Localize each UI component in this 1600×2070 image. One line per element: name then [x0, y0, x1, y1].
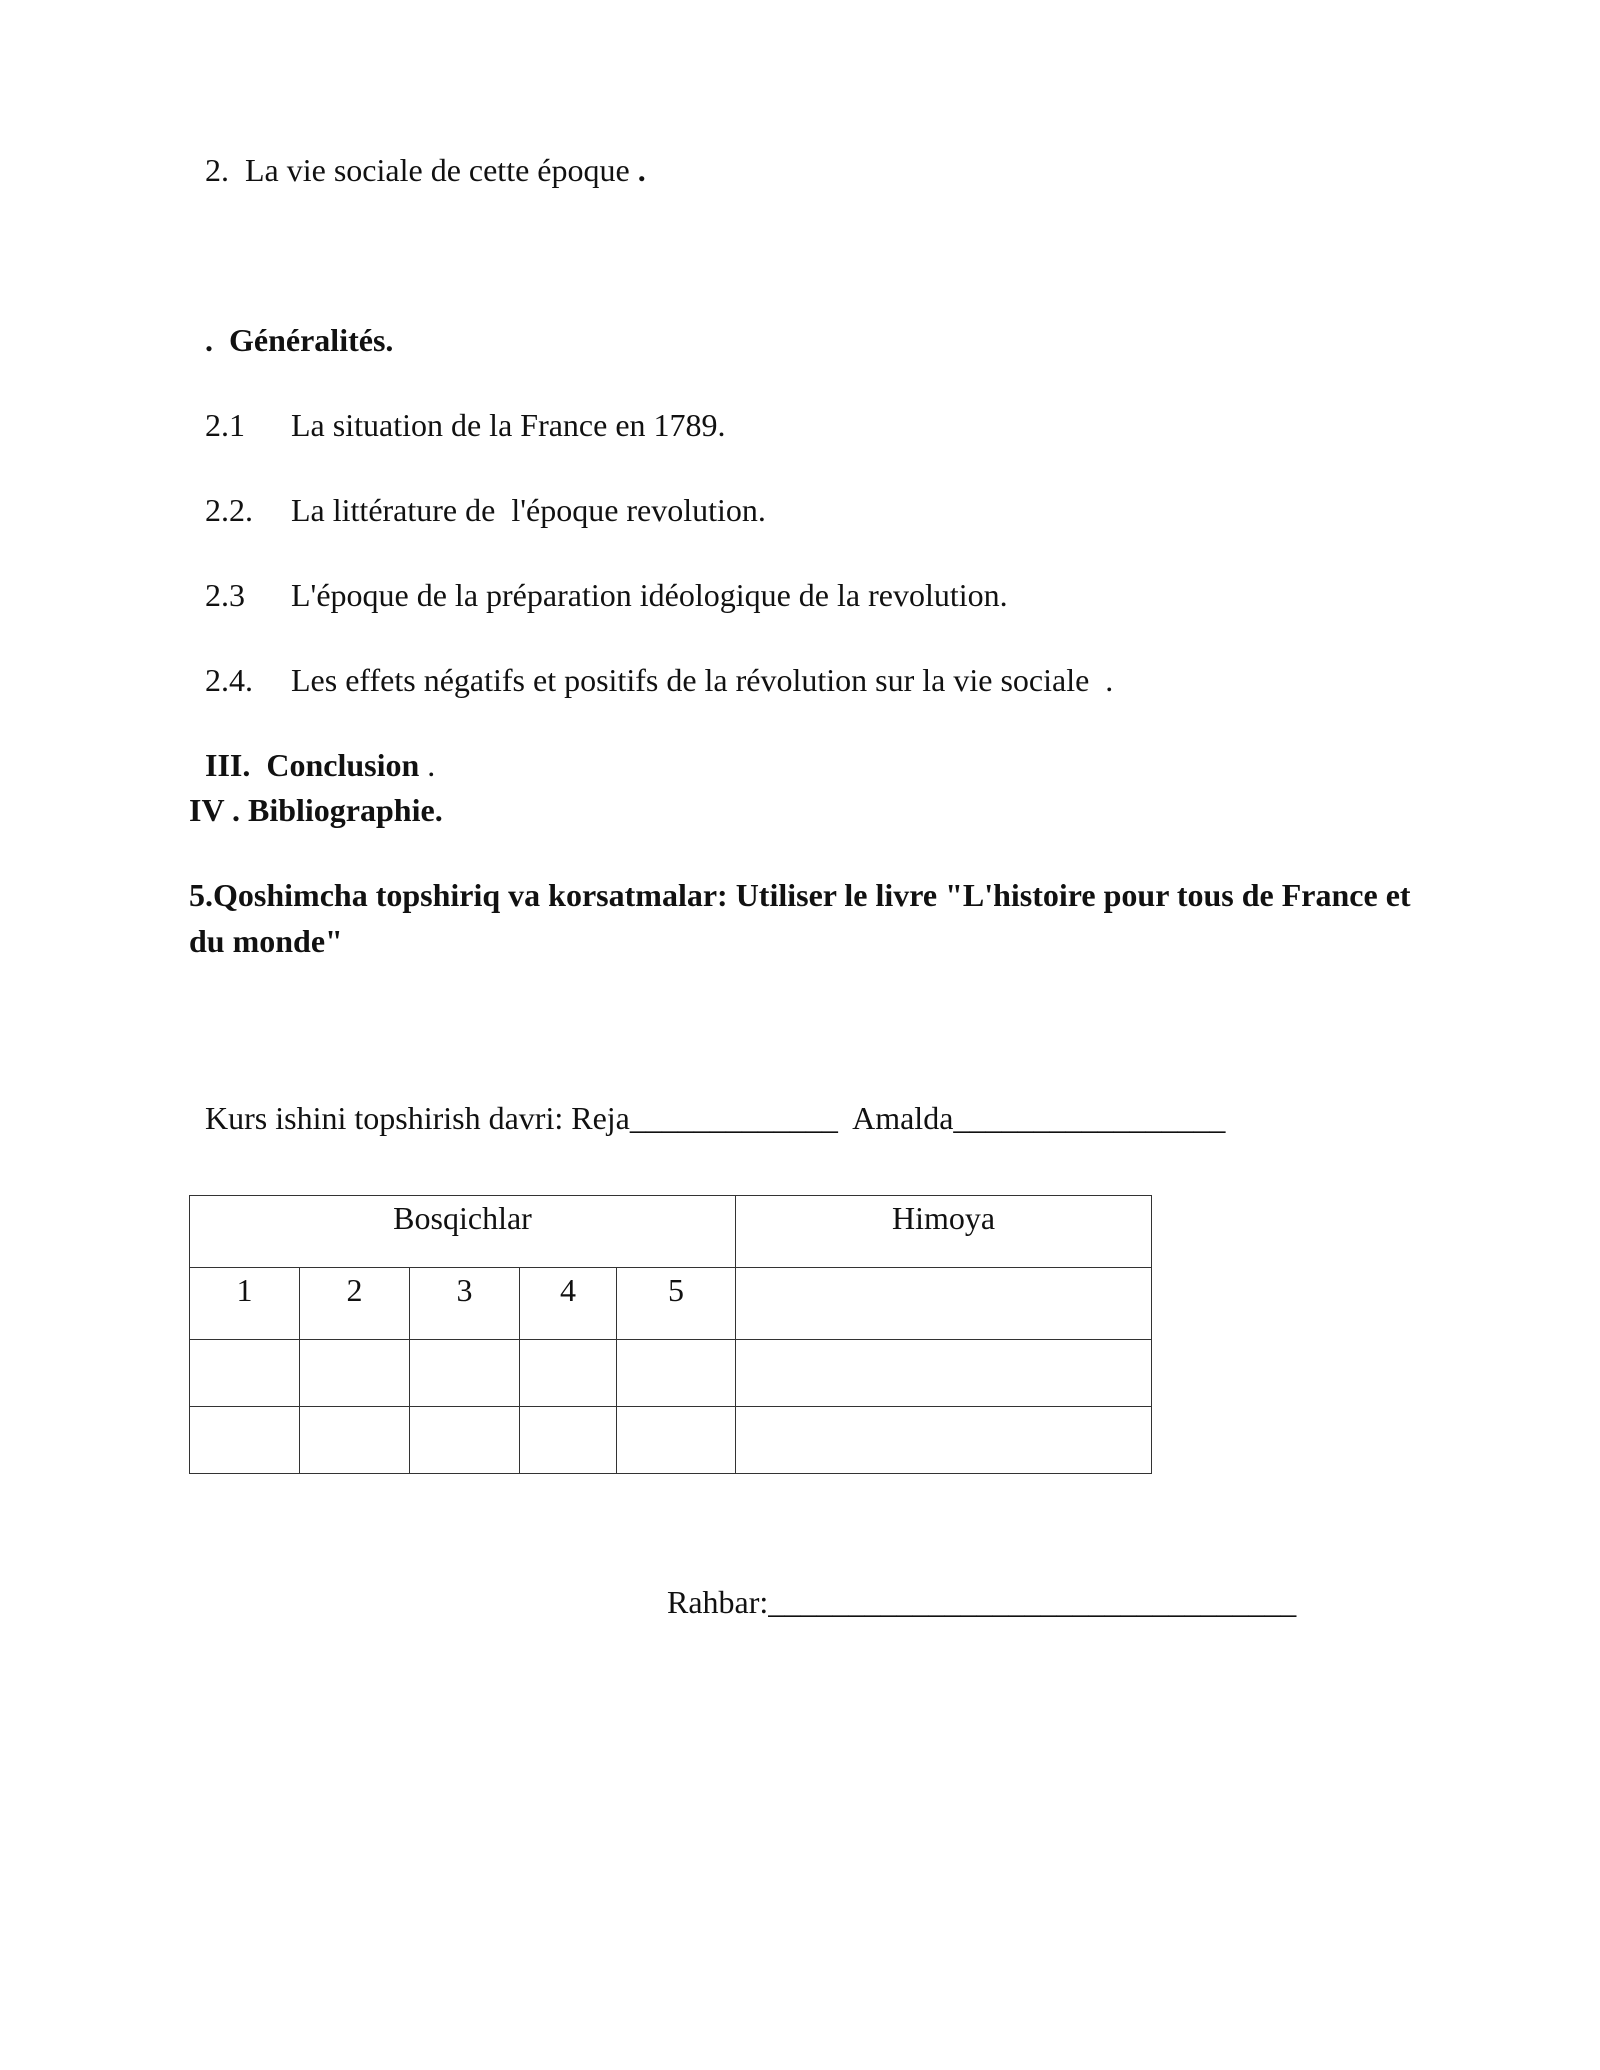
table-cell	[736, 1407, 1152, 1474]
supervisor-line	[651, 1542, 1296, 1622]
stage-number-cell: 3	[410, 1268, 520, 1340]
table-cell	[190, 1340, 300, 1407]
table-cell	[300, 1340, 410, 1407]
conclusion-title: Conclusion	[266, 747, 420, 783]
section-2-dot: .	[637, 152, 646, 188]
amalda-blank: _________________	[953, 1100, 1226, 1136]
amalda-label: Amalda	[852, 1100, 954, 1136]
generalites-heading	[189, 280, 393, 360]
generalites-bullet: .	[205, 322, 213, 358]
supervisor-blank: _________________________________	[768, 1584, 1297, 1620]
supervisor-label: Rahbar:	[667, 1584, 769, 1620]
subsection-2-3	[189, 535, 1008, 615]
stage-number-cell: 2	[300, 1268, 410, 1340]
deadline-label: Kurs ishini topshirish davri: Reja	[205, 1100, 630, 1136]
table-cell	[736, 1340, 1152, 1407]
deadline-line	[189, 1058, 1225, 1138]
subsection-number: 2.4.	[205, 662, 253, 698]
table-row	[190, 1407, 1152, 1474]
reja-blank: _____________	[629, 1100, 838, 1136]
section-2-title: La vie sociale de cette époque	[245, 152, 630, 188]
table-cell	[617, 1340, 736, 1407]
header-bosqichlar: Bosqichlar	[190, 1196, 736, 1268]
stage-number-cell: 1	[190, 1268, 300, 1340]
table-cell	[410, 1407, 520, 1474]
subsection-number: 2.1	[205, 407, 245, 443]
himoya-cell	[736, 1268, 1152, 1340]
table-cell	[190, 1407, 300, 1474]
task-5-paragraph: 5.Qoshimcha topshiriq va korsatmalar: Utiliser le livre "L'histoire pour tous de France et du monde"	[189, 877, 1411, 959]
subsection-text: La littérature de l'époque revolution.	[291, 492, 766, 528]
subsection-text: L'époque de la préparation idéologique de la revolution.	[291, 577, 1008, 613]
table-header-row	[190, 1196, 1152, 1268]
subsection-number: 2.3	[205, 577, 245, 613]
table-row-stage-numbers	[190, 1268, 1152, 1340]
stages-table	[189, 1195, 1152, 1474]
section-2-number: 2.	[205, 152, 229, 188]
header-himoya: Himoya	[736, 1196, 1152, 1268]
section-2-heading	[189, 110, 646, 190]
table-cell	[617, 1407, 736, 1474]
subsection-2-4	[189, 620, 1113, 700]
conclusion-numeral: III.	[205, 747, 251, 783]
table-row	[190, 1340, 1152, 1407]
subsection-text: La situation de la France en 1789.	[291, 407, 726, 443]
stage-number-cell: 5	[617, 1268, 736, 1340]
subsection-text: Les effets négatifs et positifs de la révolution sur la vie sociale .	[291, 662, 1114, 698]
bibliography-heading: IV . Bibliographie.	[189, 792, 443, 828]
stage-number-cell: 4	[520, 1268, 617, 1340]
conclusion-heading	[189, 705, 435, 785]
subsection-2-2	[189, 450, 766, 530]
table-cell	[300, 1407, 410, 1474]
table-cell	[520, 1340, 617, 1407]
subsection-2-1	[189, 365, 726, 445]
subsection-number: 2.2.	[205, 492, 253, 528]
conclusion-dot: .	[427, 747, 436, 783]
table-cell	[410, 1340, 520, 1407]
generalites-title: Généralités.	[229, 322, 394, 358]
table-cell	[520, 1407, 617, 1474]
